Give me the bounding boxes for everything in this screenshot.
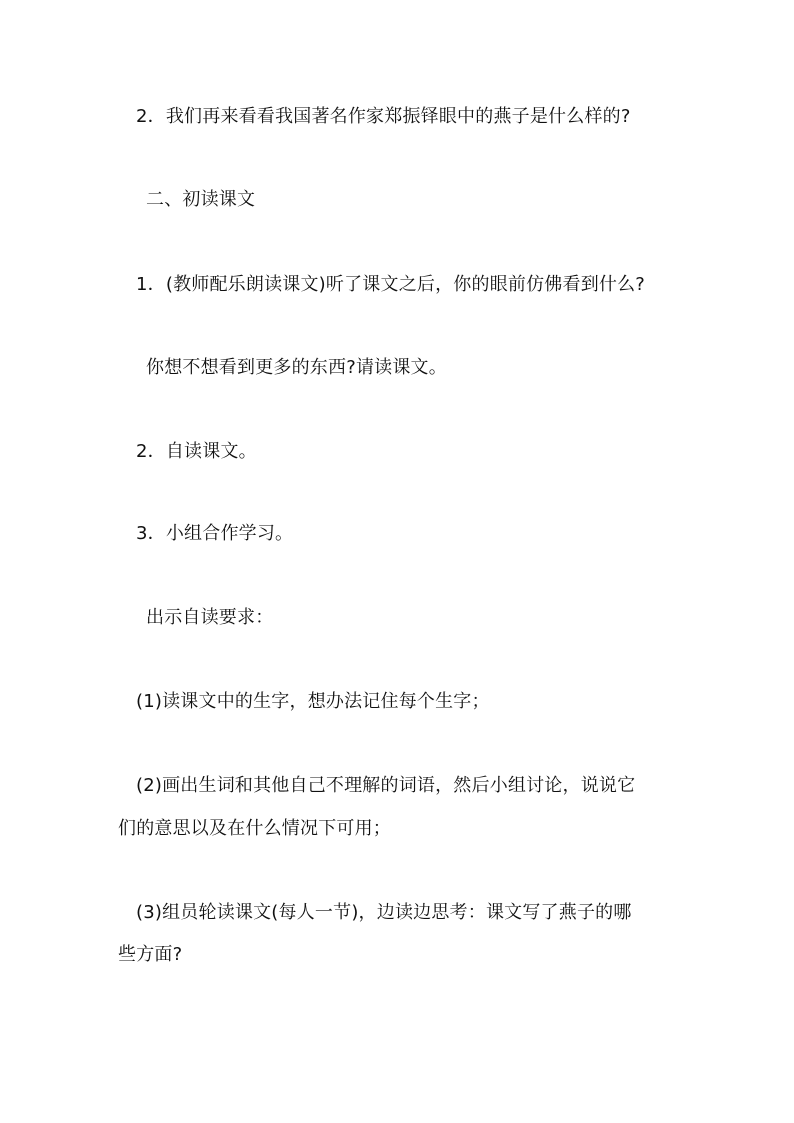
requirement-item-3-line-1: (3)组员轮读课文(每人一节)，边读边思考：课文写了燕子的哪 bbox=[136, 902, 632, 923]
paragraph-step-1-followup: 你想不想看到更多的东西?请读课文。 bbox=[146, 357, 447, 378]
section-heading-first-reading: 二、初读课文 bbox=[146, 189, 256, 210]
paragraph-requirements-intro: 出示自读要求： bbox=[146, 607, 274, 628]
paragraph-step-3: 3．小组合作学习。 bbox=[136, 523, 294, 544]
requirement-item-2-line-1: (2)画出生词和其他自己不理解的词语，然后小组讨论，说说它 bbox=[136, 775, 636, 796]
paragraph-question-2: 2．我们再来看看我国著名作家郑振铎眼中的燕子是什么样的? bbox=[136, 106, 631, 127]
requirement-item-3-line-2: 些方面? bbox=[118, 944, 183, 965]
requirement-item-1: (1)读课文中的生字，想办法记住每个生字； bbox=[136, 691, 490, 712]
requirement-item-2-line-2: 们的意思以及在什么情况下可用； bbox=[118, 818, 391, 839]
paragraph-step-1: 1．(教师配乐朗读课文)听了课文之后，你的眼前仿佛看到什么? bbox=[136, 274, 646, 295]
paragraph-step-2: 2．自读课文。 bbox=[136, 441, 257, 462]
